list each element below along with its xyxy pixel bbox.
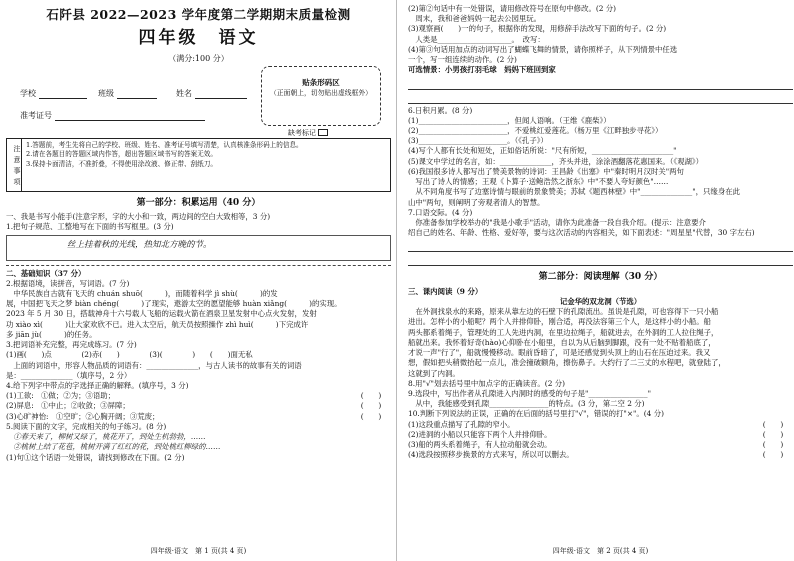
missing-mark[interactable]	[288, 129, 328, 139]
q5-part4: (4)第③句话用加点的动词写出了蝴蝶飞舞的情景，请你照样子，从下列情景中任选	[408, 44, 678, 54]
note-item: 1.答题前，考生先将自己的学校、班级、姓名、准考证号填写清楚，认真核准条形码上的信息。	[26, 140, 303, 149]
q5-line: ②桃树上结了花苞，桃树开满了红红的花，到处桃红柳绿的……	[6, 442, 221, 452]
passage-line: 船就出来。我怀着好奇(hào)心仰卧在小船里，自以为从后脑到脚跟，没有一处不贴着船底了，	[408, 337, 716, 347]
q6-line: (2)________________________，不爱桃红爱莲花。（杨万里《江畔独步寻花》）	[408, 125, 663, 135]
q8-line: 8.用"√"划去括号里中加点字的正确读音。(2 分)	[408, 378, 566, 388]
exam-no-field[interactable]	[20, 110, 205, 121]
q2-line: 多 jiān jù( )的任务。	[6, 329, 97, 339]
passage-title: 记金华的双龙洞（节选）	[559, 297, 642, 306]
q3-line: 3.把词语补充完整，再完成练习。(7 分)	[6, 340, 137, 350]
passage-line: 进出。怎样小的小船呢？两个人并排仰卧，刚合适，再没法容第三个人，是这样小的小船。船	[408, 317, 712, 327]
q6-line: (5)课文中学过的名言，如：______________，齐头并进，涂涂酒翻落花惠国来。（《观湖》）	[408, 156, 703, 166]
q2-line: 展，中国把飞天之梦 biàn chéng( )了现实，遨游太空的愿望能够 huàn xiǎng( )的实现。	[6, 299, 342, 309]
q5-sub: (1)句①这个话语一处错误，请找到修改在下面。(2 分)	[6, 452, 185, 462]
note-item: 3.保持卡面清洁，不准折叠，不得使用涂改液、修正带、刮纸刀。	[26, 159, 217, 168]
exam-no-label: 准考证号	[20, 110, 52, 120]
copy-text: 丝上挂着秋的光线，热知北方晚的节。	[67, 239, 212, 250]
q9-line: 从中，我能感受到孔隙________________的特点。(3 分，第二空 2 分)	[408, 399, 645, 409]
q7-line: 7.口语交际。(4 分)	[408, 207, 473, 217]
q10-line: 10.判断下列说法的正误，正确的在后面的括号里打"√"，错误的打"×"。(4 分)	[408, 409, 665, 419]
page-1	[6, 0, 391, 561]
barcode-area	[261, 66, 381, 126]
full-score: （满分:100 分）	[168, 53, 229, 63]
passage-line: 这就到了内洞。	[408, 368, 460, 378]
school-field[interactable]	[20, 88, 87, 99]
checkbox-icon[interactable]	[318, 129, 328, 136]
q9-line: 9.选段中，写出作者从孔隙进入内洞时的感受的句子是"________________"	[408, 388, 651, 398]
q5-part4: 一个，写一组连续的动作。(2 分)	[408, 55, 517, 65]
basic-heading: 二、基础知识（37 分）	[6, 268, 86, 278]
answer-line[interactable]	[408, 78, 793, 90]
grade-subject: 四年级 语文	[138, 28, 259, 49]
q4-line: 4.给下列字中带点的字选择正确的解释。(填序号，3 分)	[6, 380, 189, 390]
q2-line: 功 xiào xì( )让大家欢欣不已。进入太空后，航天员按照操作 zhì huì( )下完成许	[6, 319, 309, 329]
q2-line: 中华民族自古就有飞天的 chuán shuō( )，而随着科学 jì shù( )的发	[6, 289, 278, 299]
q10-item: (1)这段重点描写了孔隙的窄小。 ( )	[408, 419, 784, 429]
passage-line: 想，假如把头稍微抬起一点儿，准会撞破额角，擦伤鼻子。大约行了二三丈的水程吧，就登陆了，	[408, 358, 726, 368]
page-footer: 四年级·语文 第 2 页(共 4 页)	[552, 547, 649, 556]
q5-line: ①春天来了，柳树又绿了，桃花开了，到处生机勃勃，……	[6, 432, 206, 442]
student-info	[6, 66, 391, 136]
q5-part3: (3)观察画( )一的句子，根据你的发现，用修辞手法改写下面的句子。(2 分)	[408, 24, 667, 34]
page-2	[408, 0, 793, 561]
barcode-title: 贴条形码区	[302, 77, 340, 87]
q5-part3: 人类是____________________。 改写：	[408, 34, 545, 44]
passage-line: 在外洞找泉水的来路，原来从靠左边的石壁下的孔隙流出。虽说是孔隙，可也容得下一只小船	[408, 307, 719, 317]
q10-item: (4)选段按照移步换景的方式来写，所以可以删去。 ( )	[408, 450, 784, 460]
barcode-note: （正面朝上，切勿贴出虚线框外）	[270, 88, 372, 97]
name-label: 姓名	[176, 88, 192, 98]
q3-line: 是：______________（填序号，2 分）	[6, 370, 132, 380]
q3-line: (1)画( )点 (2)赤( ) (3)( ) ( )面无私	[6, 350, 253, 360]
notes-head: 注意事项	[7, 139, 22, 191]
name-field[interactable]	[176, 88, 247, 99]
page-footer: 四年级·语文 第 1 页(共 4 页)	[150, 547, 247, 556]
part1-heading: 第一部分：积累运用（40 分）	[136, 197, 261, 208]
school-label: 学校	[20, 88, 36, 98]
notes-body	[22, 139, 390, 191]
q7-line: 你准备参加学校举办的"我是小歌手"活动，请你为此准备一段自我介绍。(提示：注意要介	[408, 217, 706, 227]
answer-line[interactable]	[408, 92, 793, 104]
passage-line: 才说一声"行了"，船就慢慢移动。眼前昏暗了，可是还感觉到头顶上的山石在压迫过来。我又	[408, 348, 711, 358]
q10-item: (3)船的两头系着绳子，有人拉动船就会动。 ( )	[408, 440, 784, 450]
page-divider	[396, 0, 397, 561]
q10-item: (2)进洞的小船以只能容下两个人并排仰卧。 ( )	[408, 429, 784, 439]
reading-heading: 三、课内阅读（9 分）	[408, 286, 483, 296]
notes-box	[6, 138, 391, 192]
note-item: 2.请在各题目的答题区域内作答，超出答题区域书写的答案无效。	[26, 150, 217, 159]
q4-line: (3)心旷神怡: ①空旷；②心胸开阔；③荒废； ( )	[6, 411, 382, 421]
exam-title: 石阡县 2022—2023 学年度第二学期期末质量检测	[46, 7, 351, 22]
q5-line: 5.阅读下面的文字，完成相关的句子练习。(8 分)	[6, 421, 167, 431]
q7-line: 绍自己的姓名、年龄、性格、爱好等，要与这次活动的内容相关，如下面表述："周星星"代替，30 字左右)	[408, 228, 755, 238]
q5-part2: (2)第②句话中有一处错误，请用修改符号在原句中修改。(2 分)	[408, 4, 617, 13]
question-1: 1.把句子规范、工整地写在下面的书写框里。(3 分)	[6, 222, 174, 232]
q6-line: (1)________________________，但闻人语响。（王维《鹿柴》）	[408, 115, 611, 125]
class-label: 班级	[98, 88, 114, 98]
q3-line: 上面的词语中，形容人物品质的词语有：______________，与古人读书的故事有关的词语	[6, 360, 302, 370]
answer-line[interactable]	[408, 240, 793, 252]
q5-part2: 周末，我和爸爸妈妈一起去公园里玩。	[408, 14, 542, 24]
answer-line[interactable]	[408, 254, 793, 266]
q2-line: 2.根据语境，读拼音，写词语。(7 分)	[6, 278, 130, 288]
part2-heading: 第二部分：阅读理解（30 分）	[538, 272, 663, 283]
writing-box[interactable]	[6, 235, 391, 261]
q6-line: 山中"两句，则阐明了旁观者清人的智慧。	[408, 197, 545, 207]
q4-line: (1)工欲: ①做；②为；③语助； ( )	[6, 391, 382, 401]
q6-line: 从不同角度书写了边塞诗情与眼前的景象赞美；苏轼《题西林壁》中"______________"，只缘身在此	[408, 187, 740, 197]
q6-line: 写出了诗人的情感；王观《卜算子·送鲍浩然之浙东》中"不要人夸好颜色"……	[408, 177, 669, 187]
section-line: 一、我是书写小能手(注意字形，字的大小和一致，两边间的空白大致相等，3 分)	[6, 212, 271, 222]
q5-options: 可选情景：小男孩打羽毛球 妈妈下班回到家	[408, 65, 556, 75]
q6-line: 6.日积月累。(8 分)	[408, 105, 473, 115]
passage-line: 两头都系着绳子，管理处的工人先进内洞，在里边拉绳子，船就进去，在外洞的工人拉住绳子，	[408, 327, 719, 337]
q4-line: (2)屏息: ①中止；②收敛；③屏障； ( )	[6, 401, 382, 411]
q6-line: (3)________________________。（《孔子》）	[408, 136, 548, 146]
class-field[interactable]	[98, 88, 157, 99]
q6-line: (4)写个人都有长处和短处，正如俗话所说："尺有所短，______________________"	[408, 146, 677, 156]
q2-line: 2023 年 5 月 30 日，搭载神舟十六号载人飞船的运载火箭在酒泉卫星发射中心点火发射，发射	[6, 309, 317, 319]
q6-line: (6)我国很多诗人都写出了赞美景物的诗词：王昌龄《出塞》中"秦时明月汉时关"两句	[408, 166, 684, 176]
missing-mark-label: 缺考标记	[288, 128, 316, 137]
